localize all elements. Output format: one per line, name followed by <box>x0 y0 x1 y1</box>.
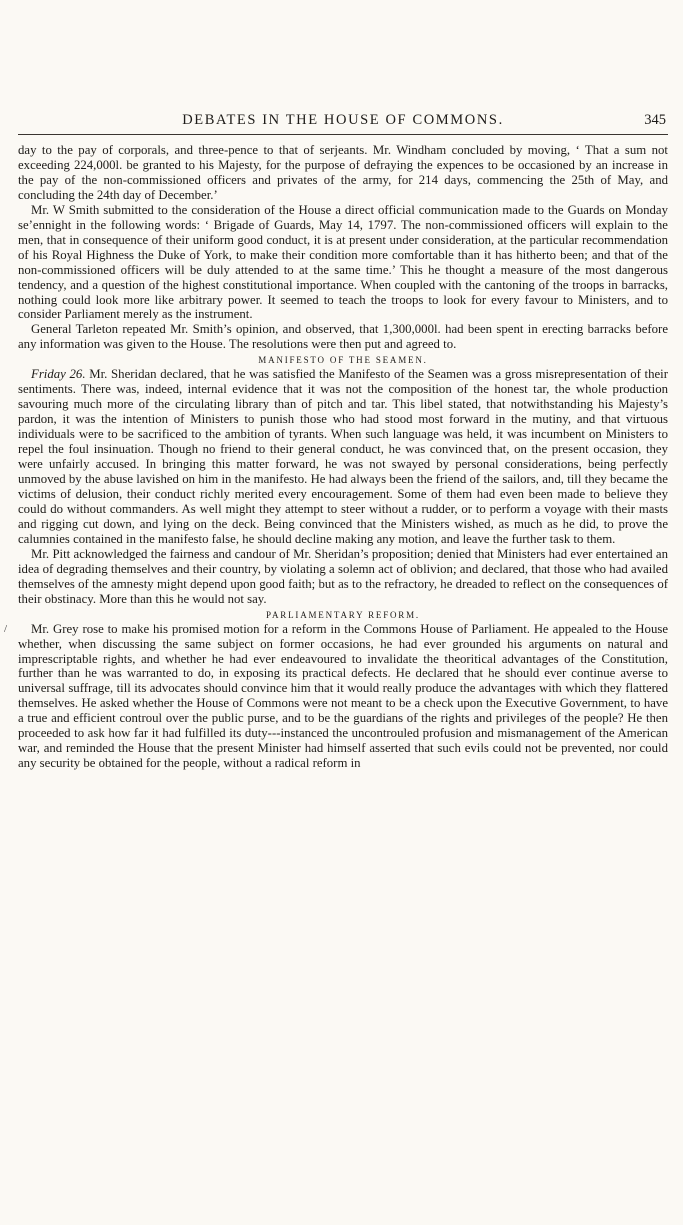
paragraph-text: Mr. Sheridan declared, that he was satisfied the Manifesto of the Seamen was a gross misrepresentation of their sentiments. There was, indeed, internal evidence that it was not the composition of the honest tar, the whole production savouring much more of the circulating library than of pitch and tar. This libel stated, that notwithstanding his Majesty’s pardon, it was the intention of Ministers to punish those who had stood most forward in the mutiny, and that virtuous individuals were to be sacrificed to the ambition of tyrants. When such language was held, it was incumbent on Ministers to repel the foul insinuation. Though no friend to their general conduct, he was convinced that, on the present occasion, they were unfairly accused. In bringing this matter forward, he was not swayed by personal considerations, being perfectly unmoved by the abuse lavished on him in the manifesto. He had always been the friend of the sailors, and, till they became the victims of delusion, their conduct richly merited every encouragement. Some of them had even been made to believe they could do without commanders. As well might they attempt to steer without a rudder, or to perform a voyage with their masts and rigging cut down, and lying on the deck. Being convinced that the Ministers wished, as much as he did, to prove the calumnies contained in the manifesto false, he should decline making any motion, and leave the further task to them. <box>18 367 669 546</box>
running-title: DEBATES IN THE HOUSE OF COMMONS. <box>182 112 504 128</box>
paragraph-grey <box>18 622 668 772</box>
paragraph-text: General Tarleton repeated Mr. Smith’s opinion, and observed, that 1,300,000l. had been spent in erecting barracks before any information was given to the House. The resolutions were then put and agreed to. <box>18 322 668 352</box>
paragraph-tarleton <box>18 322 668 352</box>
paragraph-pitt <box>18 547 668 607</box>
paragraph-text: Mr. Pitt acknowledged the fairness and candour of Mr. Sheridan’s proposition; denied that Ministers had ever entertained an idea of degrading themselves and their country, by violating a solemn act of oblivion; and declared, that those who had availed themselves of the amnesty might depend upon good faith; but as to the refractory, he dreaded to reflect on the consequences of their obstinacy. More than this he would not say. <box>18 546 668 606</box>
paragraph-text: Mr. Grey rose to make his promised motion for a reform in the Commons House of Parliament. He appealed to the House whether, when discussing the same subject on former occasions, he had ever grounded his arguments on natural and imprescriptable rights, and whether he had ever endeavoured to invalidate the theoritical advantages of the Constitution, further than he was warranted to do, in exposing its practical defects. He declared that he should ever continue averse to universal suffrage, till its advocates should convince him that it would really produce the advantages with which they flattered themselves. He asked whether the House of Commons were not meant to be a check upon the Executive Government, to have a true and efficient controul over the public purse, and to be the guardians of the rights and privileges of the people? He then proceeded to ask how far it had fulfilled its duty---instanced the uncontrouled profusion and mismanagement of the American war, and reminded the House that the present Minister had himself asserted that such evils could not be prevented, nor could any security be obtained for the people, without a radical reform in <box>18 621 668 771</box>
header-rule <box>18 134 668 135</box>
paragraph-text: day to the pay of corporals, and three-pence to that of serjeants. Mr. Windham concluded by moving, ‘ That a sum not exceeding 224,000l. be granted to his Majesty, for the purpose of defraying the expences to be occasioned by an increase in the pay of the non-commissioned officers and privates of the army, for 214 days, commencing the 25th of May, and concluding the 24th day of December.’ <box>18 143 668 202</box>
paragraph-sheridan <box>18 367 668 546</box>
body-text <box>18 143 668 771</box>
paragraph-text: Mr. W Smith submitted to the consideration of the House a direct official communication made to the Guards on Monday se’ennight in the following words: ‘ Brigade of Guards, May 14, 1797. The non-commissioned officers will explain to the men, that in consequence of their uniform good conduct, it is at present under consideration, at the particular recommendation of his Royal Highness the Duke of York, to make their condition more comfortable than it has hitherto been; and that of the non-commissioned officers will be duly attended to at the same time.’ This he thought a measure of the most dangerous tendency, and a question of the highest constitutional importance. When coupled with the cantoning of the troops in barracks, nothing could look more like arbitrary power. It seemed to teach the troops to look for every favour to Ministers, and to consider Parliament merely as the instrument. <box>18 202 668 322</box>
paragraph-smith-guards <box>18 203 668 323</box>
paragraph-date-lead: Friday 26. <box>31 367 86 382</box>
page-number: 345 <box>644 112 666 128</box>
running-head <box>18 112 668 132</box>
paragraph-windham-motion <box>18 143 668 203</box>
section-heading-reform: PARLIAMENTARY REFORM. <box>266 609 420 620</box>
section-heading-manifesto: MANIFESTO OF THE SEAMEN. <box>258 355 428 366</box>
margin-mark: / <box>4 623 8 635</box>
